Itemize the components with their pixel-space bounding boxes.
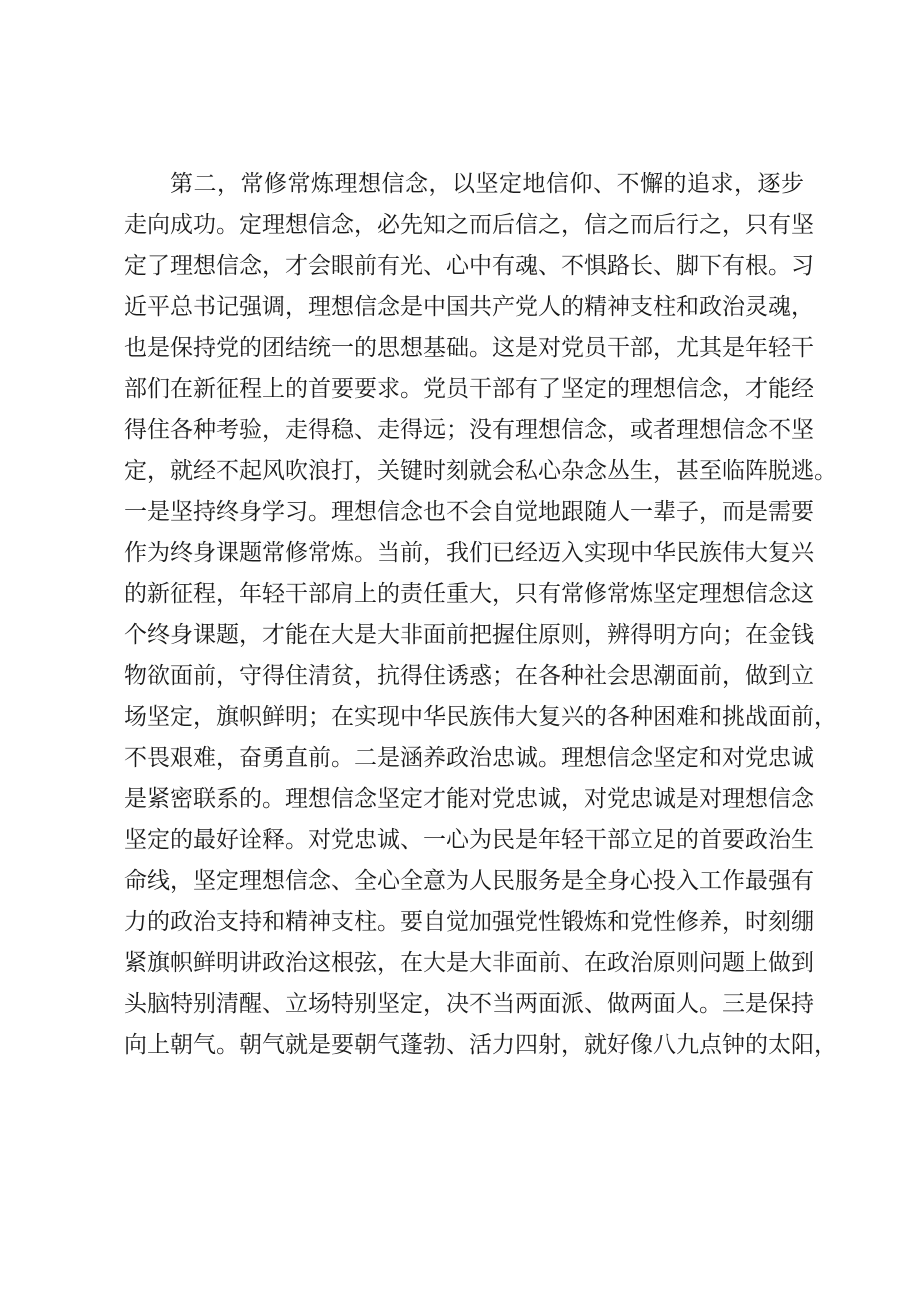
paragraph-line: 紧旗帜鲜明讲政治这根弦，在大是大非面前、在政治原则问题上做到 [124,950,814,976]
paragraph-line: 定，就经不起风吹浪打，关键时刻就会私心杂念丛生，甚至临阵脱逃。 [124,458,837,484]
paragraph-line: 部们在新征程上的首要要求。党员干部有了坚定的理想信念，才能经 [124,376,814,402]
paragraph-line: 得住各种考验，走得稳、走得远；没有理想信念，或者理想信念不坚 [124,417,814,443]
paragraph-line: 走向成功。定理想信念，必先知之而后信之，信之而后行之，只有坚 [124,212,814,238]
paragraph-line: 向上朝气。朝气就是要朝气蓬勃、活力四射，就好像八九点钟的太阳， [124,1032,837,1058]
paragraph-line: 力的政治支持和精神支柱。要自觉加强党性锻炼和党性修养，时刻绷 [124,909,814,935]
paragraph-line: 的新征程，年轻干部肩上的责任重大，只有常修常炼坚定理想信念这 [124,581,814,607]
paragraph-line: 近平总书记强调，理想信念是中国共产党人的精神支柱和政治灵魂， [124,294,814,320]
paragraph-line: 个终身课题，才能在大是大非面前把握住原则，辨得明方向；在金钱 [124,622,814,648]
paragraph-line: 定了理想信念，才会眼前有光、心中有魂、不惧路长、脚下有根。习 [124,253,814,279]
paragraph-line: 也是保持党的团结统一的思想基础。这是对党员干部，尤其是年轻干 [124,335,814,361]
paragraph-line: 一是坚持终身学习。理想信念也不会自觉地跟随人一辈子，而是需要 [124,499,814,525]
paragraph-line: 第二，常修常炼理想信念，以坚定地信仰、不懈的追求，逐步 [170,171,804,197]
paragraph-line: 是紧密联系的。理想信念坚定才能对党忠诚，对党忠诚是对理想信念 [124,786,814,812]
body-paragraph [124,164,837,1066]
paragraph-line: 命线，坚定理想信念、全心全意为人民服务是全身心投入工作最强有 [124,868,814,894]
paragraph-line: 坚定的最好诠释。对党忠诚、一心为民是年轻干部立足的首要政治生 [124,827,814,853]
paragraph-line: 场坚定，旗帜鲜明；在实现中华民族伟大复兴的各种困难和挑战面前， [124,704,837,730]
paragraph-line: 头脑特别清醒、立场特别坚定，决不当两面派、做两面人。三是保持 [124,991,814,1017]
paragraph-line: 物欲面前，守得住清贫，抗得住诱惑；在各种社会思潮面前，做到立 [124,663,814,689]
paragraph-line: 不畏艰难，奋勇直前。二是涵养政治忠诚。理想信念坚定和对党忠诚 [124,745,814,771]
paragraph-line: 作为终身课题常修常炼。当前，我们已经迈入实现中华民族伟大复兴 [124,540,814,566]
